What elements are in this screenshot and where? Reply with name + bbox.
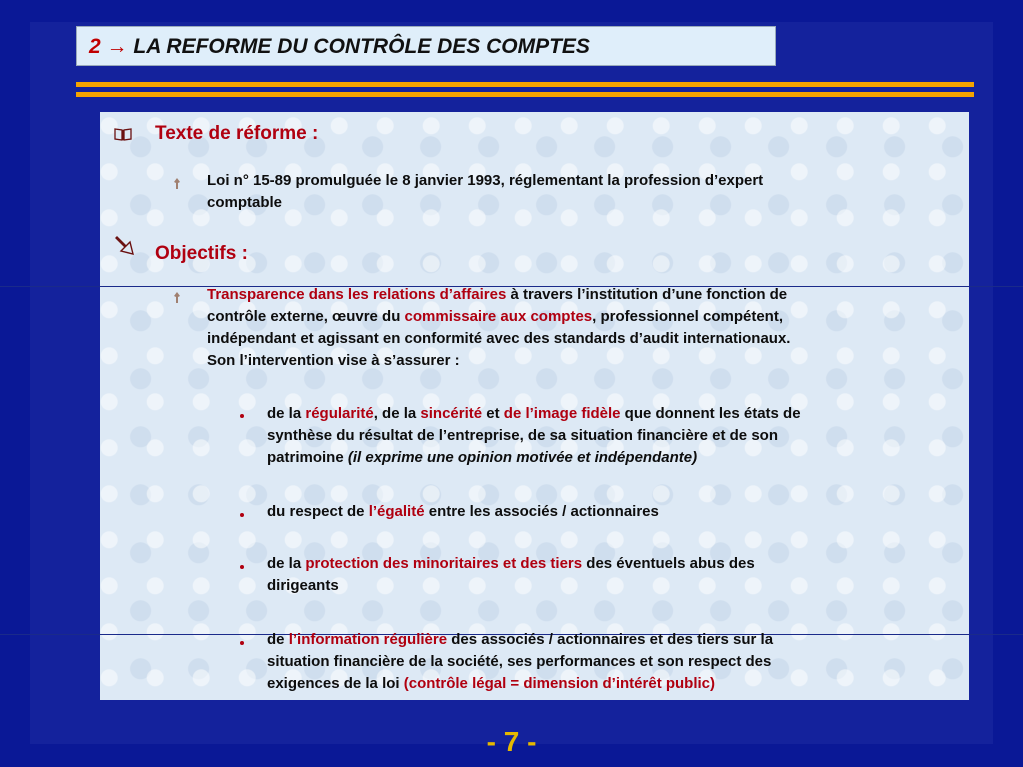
text-run: et — [482, 405, 504, 422]
bullet-dot-icon — [240, 513, 244, 517]
objective-line3: indépendant et agissant en conformité avec des standards d’audit internationaux. — [207, 330, 791, 347]
title-text: LA REFORME DU CONTRÔLE DES COMPTES — [133, 35, 590, 58]
text-run: des associés / actionnaires et des tiers sur la — [447, 631, 774, 648]
objective-line1 — [207, 284, 787, 306]
highlight-text: l’information régulière — [288, 631, 448, 648]
highlight-text: (contrôle légal = dimension d’intérêt public) — [403, 675, 716, 692]
highlight-text: l’égalité — [368, 503, 425, 520]
text-run: , professionnel compétent, — [592, 308, 784, 325]
book-icon — [114, 127, 132, 141]
bullet-dot-icon — [240, 414, 244, 418]
text-run: , de la — [373, 405, 421, 422]
italic-text: (il exprime une opinion motivée et indépendante) — [347, 449, 698, 466]
sub-item-4-line3 — [267, 673, 715, 695]
page-title — [89, 35, 590, 59]
bullet-dot-icon — [240, 641, 244, 645]
text-run: entre les associés / actionnaires — [424, 503, 659, 520]
accent-stripe-bottom — [76, 92, 974, 97]
hollow-arrow-icon — [114, 236, 136, 256]
highlight-text: Transparence dans les relations d’affaires — [207, 286, 507, 303]
highlight-text: protection des minoritaires et des tiers — [305, 555, 583, 572]
text-run: patrimoine — [267, 449, 348, 466]
text-run: de la — [267, 555, 306, 572]
text-run: de — [267, 631, 289, 648]
pin-icon — [173, 292, 181, 303]
text-run: des éventuels abus des — [582, 555, 755, 572]
sub-item-2 — [267, 501, 659, 523]
text-run: de la — [267, 405, 306, 422]
highlight-text: de l’image fidèle — [503, 405, 621, 422]
sub-item-1-line3 — [267, 447, 697, 469]
sub-item-4-line2: situation financière de la société, ses performances et son respect des — [267, 653, 772, 670]
sub-item-4-line1 — [267, 629, 773, 651]
text-run: exigences de la loi — [267, 675, 404, 692]
pin-icon — [173, 178, 181, 189]
text-run: du respect de — [267, 503, 369, 520]
law-reference-line1: Loi n° 15-89 promulguée le 8 janvier 1993, réglementant la profession d’expert — [207, 172, 764, 189]
sub-item-1-line2: synthèse du résultat de l’entreprise, de sa situation financière et de son — [267, 427, 778, 444]
sub-item-1-line1 — [267, 403, 801, 425]
text-run: à travers l’institution d’une fonction de — [506, 286, 788, 303]
sub-item-3-line2: dirigeants — [267, 577, 339, 594]
page-number: - 7 - — [486, 726, 537, 757]
arrow-right-icon: → — [106, 35, 128, 58]
law-reference-line2: comptable — [207, 194, 283, 211]
section-heading-texte: Texte de réforme : — [155, 123, 319, 144]
objective-line4: Son l’intervention vise à s’assurer : — [207, 352, 460, 369]
title-box — [76, 26, 776, 66]
text-run: contrôle externe, œuvre du — [207, 308, 405, 325]
objective-line2 — [207, 306, 783, 328]
highlight-text: régularité — [305, 405, 374, 422]
bullet-dot-icon — [240, 565, 244, 569]
title-number: 2 — [89, 35, 101, 58]
highlight-text: sincérité — [420, 405, 483, 422]
accent-stripe-top — [76, 82, 974, 87]
highlight-text: commissaire aux comptes — [404, 308, 593, 325]
text-run: que donnent les états de — [620, 405, 801, 422]
section-heading-objectifs: Objectifs : — [155, 243, 248, 264]
sub-item-3-line1 — [267, 553, 755, 575]
